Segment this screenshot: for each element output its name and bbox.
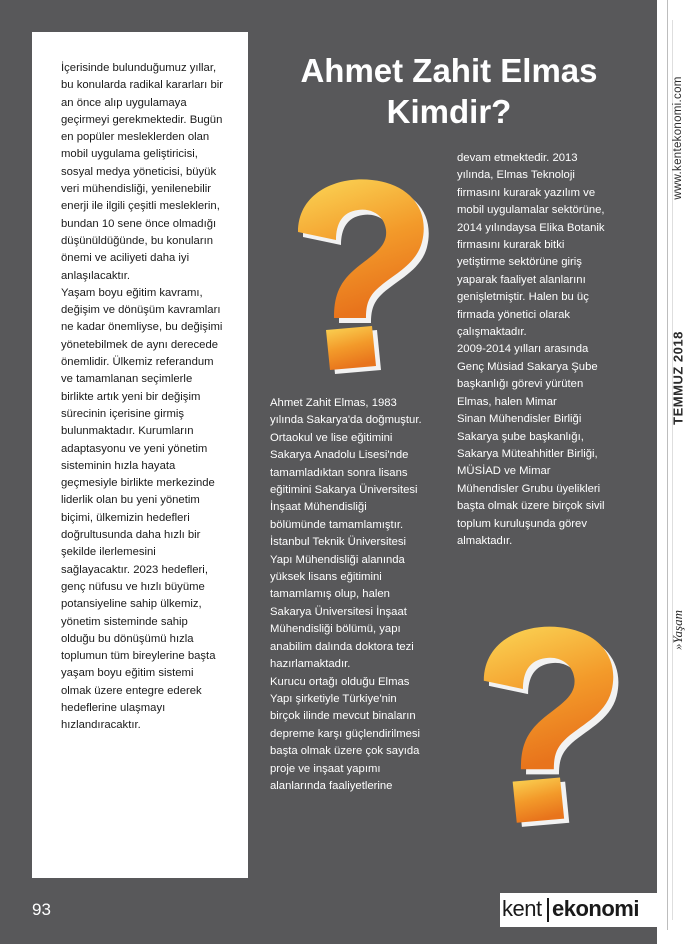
text-line: başkanlığı görevi yürüten bbox=[457, 378, 584, 391]
text-line: tamamladıktan sonra lisans bbox=[270, 466, 408, 479]
text-line: Sakarya Müteahhitler Birliği, bbox=[457, 447, 598, 460]
text-line: firmada yönetici olarak bbox=[457, 308, 571, 321]
text-line: enerji ile ilgili çeşitli mesleklerin, bbox=[61, 200, 220, 213]
text-line: anlaşılacaktır. bbox=[61, 269, 131, 282]
section-label bbox=[670, 610, 686, 650]
text-line: 2014 yılındaysa Elika Botanik bbox=[457, 221, 605, 234]
logo-separator bbox=[547, 898, 549, 922]
text-line: bölümünde tamamlamıştır. bbox=[270, 518, 404, 531]
text-line: birlikte artık yeni bir değişim bbox=[61, 390, 201, 403]
text-line: potansiyeline sahip ülkemiz, bbox=[61, 598, 202, 611]
text-line: en popüler mesleklerden olan bbox=[61, 131, 210, 144]
text-line: hızlandıracaktır. bbox=[61, 719, 141, 732]
text-line: Elmas, halen Mimar bbox=[457, 395, 557, 408]
text-line: bu konularda radikal kararları bir bbox=[61, 79, 224, 92]
text-line: hedeflerine ulaşmayı bbox=[61, 701, 166, 714]
question-mark-icon bbox=[270, 170, 440, 380]
logo-kent-text: kent bbox=[502, 896, 542, 921]
sidebar-divider bbox=[667, 0, 668, 930]
section-name: Yaşam bbox=[670, 610, 685, 644]
text-line: başta olmak üzere birçok sivil bbox=[457, 500, 605, 513]
text-line: anabilim dalında doktora tezi bbox=[270, 640, 414, 653]
article-title bbox=[256, 50, 642, 132]
text-line: yılında, Elmas Teknoloji bbox=[457, 169, 575, 182]
text-line: ne kadar önemliyse, bu değişimi bbox=[61, 321, 223, 334]
text-line: MÜSİAD ve Mimar bbox=[457, 465, 551, 478]
text-line: yönetim sisteminde sahip bbox=[61, 615, 188, 628]
text-line: proje ve inşaat yapımı bbox=[270, 762, 381, 775]
text-line: Genç Müsiad Sakarya Şube bbox=[457, 360, 598, 373]
text-line: an önce alıp uygulamaya bbox=[61, 96, 187, 109]
text-line: İnşaat Mühendisliği bbox=[270, 501, 367, 514]
text-line: hazırlamaktadır. bbox=[270, 658, 351, 671]
question-mark-icon-2 bbox=[455, 615, 630, 835]
text-line: çalışmaktadır. bbox=[457, 326, 527, 339]
text-line: Sakarya şube başkanlığı, bbox=[457, 430, 584, 443]
text-line: mobil uygulama geliştiricisi, bbox=[61, 148, 198, 161]
text-line: veri mühendisliği, yenilenebilir bbox=[61, 183, 212, 196]
text-line: almaktadır. bbox=[457, 534, 513, 547]
text-line: toplumun tüm bireylerine başta bbox=[61, 650, 216, 663]
middle-article-column bbox=[270, 395, 440, 795]
text-line: Ortaokul ve lise eğitimini bbox=[270, 431, 393, 444]
text-line: bulunmaktadır. Kurumların bbox=[61, 425, 194, 438]
text-line: Yapı Mühendisliği alanında bbox=[270, 553, 405, 566]
text-line: sürecinin içerisine girmiş bbox=[61, 407, 185, 420]
text-line: Sakarya Üniversitesi İnşaat bbox=[270, 605, 407, 618]
text-line: yaşam boyu eğitim sistemi bbox=[61, 667, 194, 680]
text-line: firmasını kurarak bitki bbox=[457, 239, 565, 252]
text-line: genişletmiştir. Halen bu üç bbox=[457, 291, 589, 304]
text-line: düşünüldüğünde, bu konuların bbox=[61, 234, 214, 247]
section-marker-icon: » bbox=[670, 643, 685, 650]
text-line: yönetebilmek de aynı derecede bbox=[61, 338, 219, 351]
right-article-column bbox=[457, 150, 637, 550]
text-line: ve tamamlanan seçimlerle bbox=[61, 373, 193, 386]
text-line: sosyal medya yöneticisi, büyük bbox=[61, 165, 217, 178]
text-line: Kurucu ortağı olduğu Elmas bbox=[270, 675, 410, 688]
text-line: alanlarında faaliyetlerine bbox=[270, 779, 393, 792]
text-line: önemlidir. Ülkemiz referandum bbox=[61, 356, 214, 369]
text-line: sağlayacaktır. 2023 hedefleri, bbox=[61, 563, 208, 576]
text-line: yılında Sakarya'da doğmuştur. bbox=[270, 414, 422, 427]
text-line: geçmesiyle birlikte merkezinde bbox=[61, 477, 215, 490]
text-line: şekilde ilerlemesini bbox=[61, 546, 156, 559]
text-line: olduğu bu dönüşümü hızla bbox=[61, 632, 194, 645]
text-line: bundan 10 sene önce olmadığı bbox=[61, 217, 217, 230]
text-line: olmak üzere entegre ederek bbox=[61, 684, 202, 697]
text-line: sisteminin hızla hayata bbox=[61, 459, 176, 472]
text-line: eğitimini Sakarya Üniversitesi bbox=[270, 484, 418, 497]
text-line: yaparak faaliyet alanlarını bbox=[457, 273, 586, 286]
text-line: geçirmeyi gerekmektedir. Bugün bbox=[61, 113, 223, 126]
text-line: Yaşam boyu eğitim kavramı, bbox=[61, 286, 203, 299]
text-line: liderlik olan bu yeni yönetim bbox=[61, 494, 200, 507]
text-line: toplum kuruluşunda görev bbox=[457, 517, 587, 530]
title-line-1: Ahmet Zahit Elmas bbox=[300, 52, 598, 89]
text-line: Mühendisliği bölümü, yapı bbox=[270, 623, 401, 636]
text-line: Sinan Mühendisler Birliği bbox=[457, 413, 582, 426]
text-line: biçimi, ülkemizin hedefleri bbox=[61, 511, 190, 524]
left-article-column bbox=[61, 60, 241, 735]
text-line: tamamlamış olup, halen bbox=[270, 588, 390, 601]
text-line: 2009-2014 yılları arasında bbox=[457, 343, 589, 356]
website-url[interactable]: www.kentekonomi.com bbox=[672, 76, 684, 200]
text-line: yetiştirme sektörüne giriş bbox=[457, 256, 582, 269]
text-line: İçerisinde bulunduğumuz yıllar, bbox=[61, 62, 217, 74]
text-line: birçok ilinde mevcut binaların bbox=[270, 710, 416, 723]
text-line: yüksek lisans eğitimini bbox=[270, 571, 382, 584]
text-line: doğrultusunda daha hızlı bir bbox=[61, 529, 201, 542]
text-line: Mühendisler Grubu üyelikleri bbox=[457, 482, 601, 495]
text-line: önemi ve aciliyeti daha iyi bbox=[61, 252, 190, 265]
text-line: genç nüfusu ve hızlı büyüme bbox=[61, 580, 205, 593]
page-number: 93 bbox=[32, 900, 51, 919]
text-line: değişim ve dönüşüm kavramları bbox=[61, 304, 221, 317]
text-line: başta olmak üzere çok sayıda bbox=[270, 745, 420, 758]
text-line: adaptasyonu ve yeni yönetim bbox=[61, 442, 208, 455]
text-line: Ahmet Zahit Elmas, 1983 bbox=[270, 397, 397, 409]
text-line: firmasını kurarak yazılım ve bbox=[457, 186, 596, 199]
text-line: depreme karşı güçlendirilmesi bbox=[270, 727, 421, 740]
text-line: devam etmektedir. 2013 bbox=[457, 152, 578, 164]
text-line: İstanbul Teknik Üniversitesi bbox=[270, 536, 407, 549]
text-line: Sakarya Anadolu Lisesi'nde bbox=[270, 449, 409, 462]
logo-ekonomi-text: ekonomi bbox=[552, 896, 639, 921]
issue-date: TEMMUZ 2018 bbox=[670, 331, 686, 425]
text-line: Yapı şirketiyle Türkiye'nin bbox=[270, 692, 397, 705]
text-line: mobil uygulamalar sektörüne, bbox=[457, 204, 605, 217]
title-line-2: Kimdir? bbox=[386, 93, 512, 130]
